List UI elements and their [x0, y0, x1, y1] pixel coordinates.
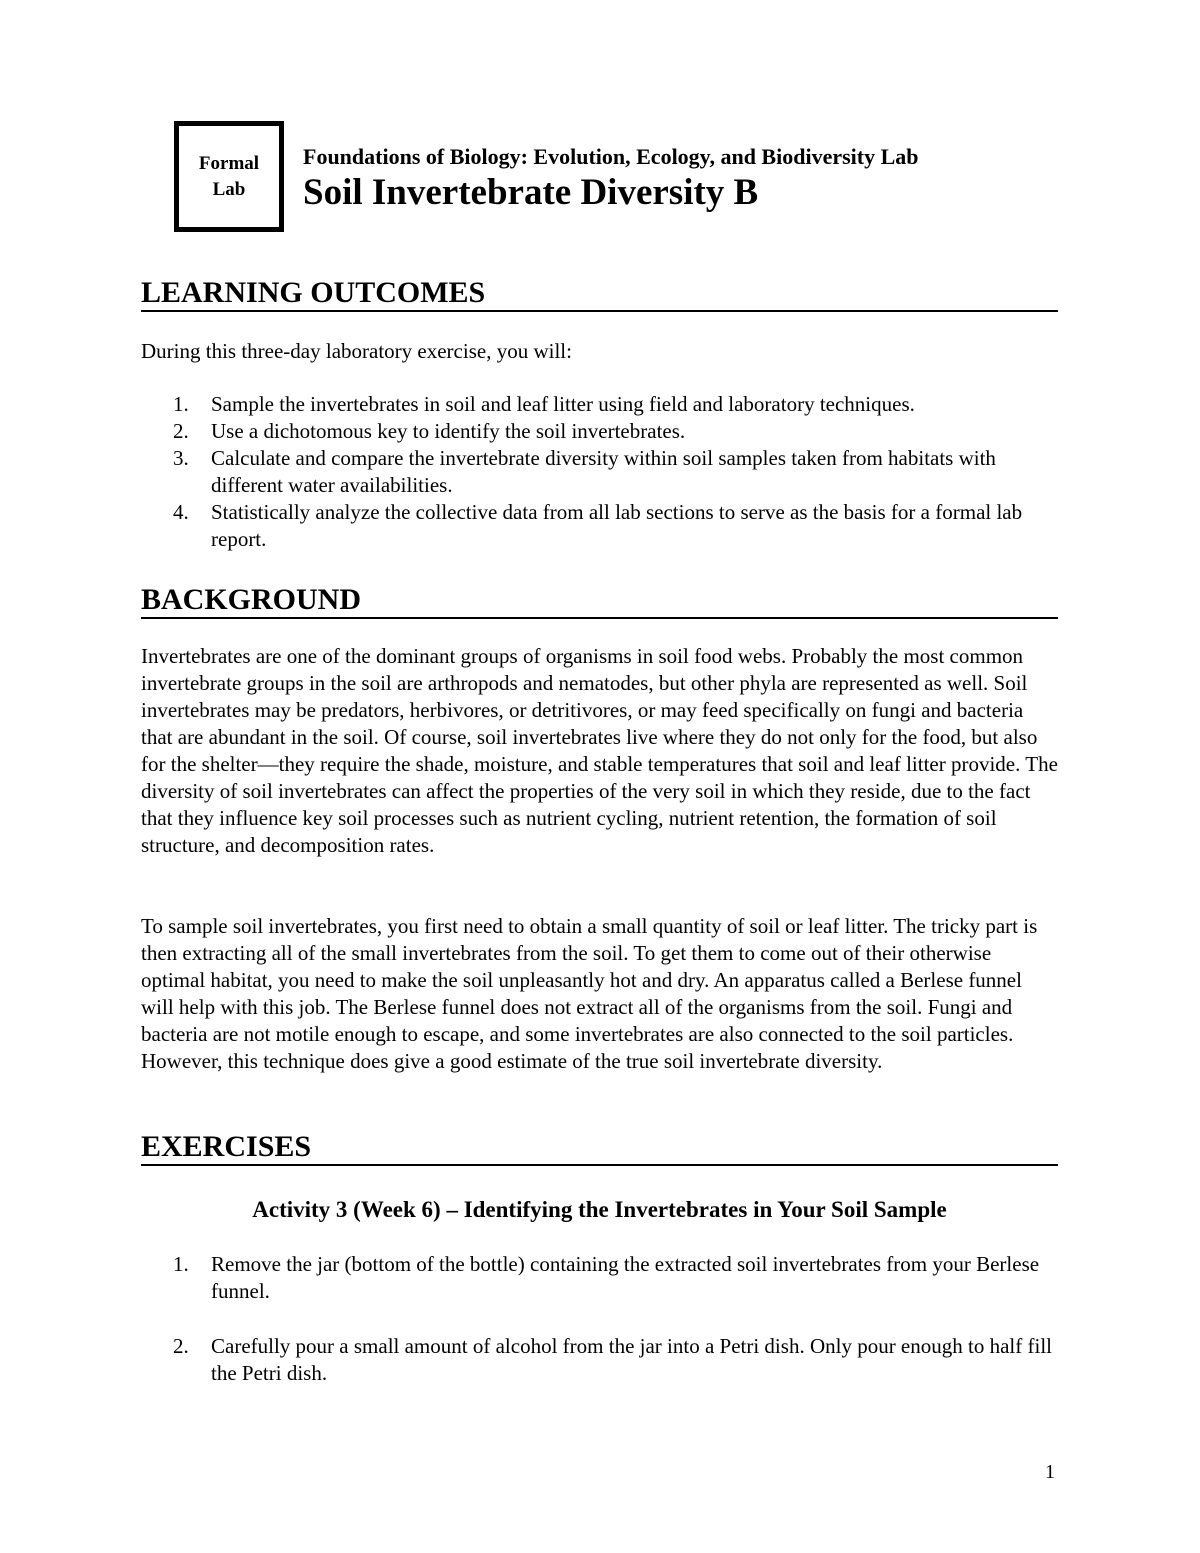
- list-number: 2.: [173, 419, 189, 443]
- list-item: [141, 1251, 1058, 1305]
- list-number: 1.: [173, 1252, 189, 1276]
- list-item-text: Remove the jar (bottom of the bottle) containing the extracted soil invertebrates from your Berlese funnel.: [211, 1252, 1040, 1303]
- badge-line-1: Formal: [198, 152, 260, 174]
- list-number: 1.: [173, 392, 189, 416]
- page-title: Soil Invertebrate Diversity B: [303, 172, 759, 213]
- formal-lab-badge: [174, 121, 284, 232]
- page-number: 1: [1045, 1461, 1055, 1483]
- list-item-text: Carefully pour a small amount of alcohol from the jar into a Petri dish. Only pour enough to half fill the Petri dish.: [211, 1334, 1052, 1385]
- exercises-heading: EXERCISES: [141, 1130, 1058, 1166]
- list-item: [141, 445, 1058, 499]
- learning-outcomes-intro: During this three-day laboratory exercise, you will:: [141, 339, 572, 363]
- learning-outcomes-list: [141, 391, 1058, 553]
- exercise-step-list: [141, 1333, 1058, 1387]
- list-item-text: Use a dichotomous key to identify the soil invertebrates.: [211, 419, 686, 443]
- background-paragraph-1: Invertebrates are one of the dominant groups of organisms in soil food webs. Probably the most common invertebrate groups in the soil are arthropods and nematodes, but other phyla are represented as well. Soil invertebrates may be predators, herbivores, or detritivores, or may feed specifically on fungi and bacteria that are abundant in the soil. Of course, soil invertebrates live where they do not only for the food, but also for the shelter—they require the shade, moisture, and stable temperatures that soil and leaf litter provide. The diversity of soil invertebrates can affect the properties of the very soil in which they reside, due to the fact that they influence key soil processes such as nutrient cycling, nutrient retention, the formation of soil structure, and decomposition rates.: [141, 644, 1058, 857]
- course-name: Foundations of Biology: Evolution, Ecology, and Biodiversity Lab: [303, 144, 919, 169]
- list-item: [141, 499, 1058, 553]
- list-item: [141, 391, 1058, 418]
- badge-line-2: Lab: [212, 178, 246, 200]
- list-item: [141, 1333, 1058, 1387]
- list-item: [141, 418, 1058, 445]
- list-item-text: Calculate and compare the invertebrate diversity within soil samples taken from habitats with different water availabilities.: [211, 446, 996, 497]
- list-item-text: Statistically analyze the collective data from all lab sections to serve as the basis for a formal lab report.: [211, 500, 1023, 551]
- list-number: 4.: [173, 500, 189, 524]
- activity-title: Activity 3 (Week 6) – Identifying the Invertebrates in Your Soil Sample: [252, 1197, 947, 1222]
- list-number: 3.: [173, 446, 189, 470]
- learning-outcomes-heading: LEARNING OUTCOMES: [141, 276, 1058, 312]
- list-number: 2.: [173, 1334, 189, 1358]
- background-paragraph-2: To sample soil invertebrates, you first need to obtain a small quantity of soil or leaf litter. The tricky part is then extracting all of the small invertebrates from the soil. To get them to come out of their otherwise optimal habitat, you need to make the soil unpleasantly hot and dry. An apparatus called a Berlese funnel will help with this job. The Berlese funnel does not extract all of the organisms from the soil. Fungi and bacteria are not motile enough to escape, and some invertebrates are also connected to the soil particles. However, this technique does give a good estimate of the true soil invertebrate diversity.: [141, 914, 1038, 1073]
- list-item-text: Sample the invertebrates in soil and leaf litter using field and laboratory techniques.: [211, 392, 915, 416]
- exercise-step-list: [141, 1251, 1058, 1305]
- background-heading: BACKGROUND: [141, 583, 1058, 619]
